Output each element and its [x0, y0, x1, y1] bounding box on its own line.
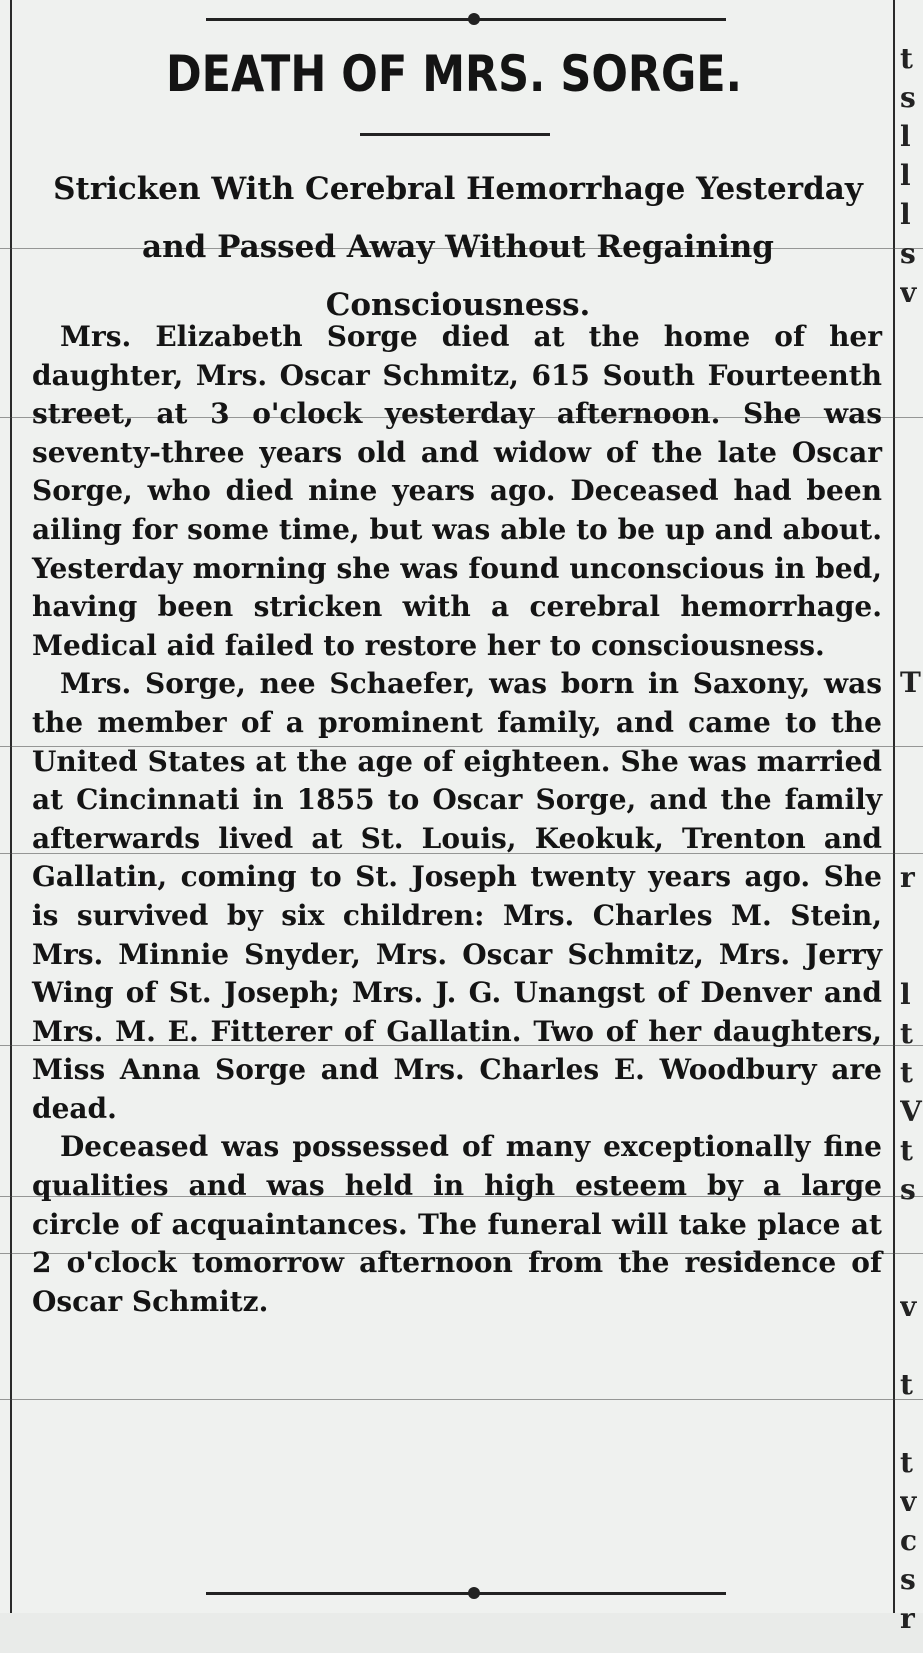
fragment-letter — [900, 1249, 923, 1288]
fragment-letter: t — [900, 1017, 913, 1050]
fragment-letter: c — [900, 1524, 918, 1557]
top-ornament-rule — [206, 18, 726, 21]
paragraph: Mrs. Sorge, nee Schaefer, was born in Saxony, was the member of a prominent family, and came to the United States at the age of eighteen. She was married at Cincinnati in 1855 to Oscar Sorge, and the family afterwards lived at St. Louis, Keokuk, Trenton and Gallatin, coming to St. Joseph twenty years ago. She is survived by six children: Mrs. Charles M. Stein, Mrs. Minnie Snyder, Mrs. Oscar Schmitz, Mrs. Jerry Wing of St. Joseph; Mrs. J. G. Unangst of Denver and Mrs. M. E. Fitterer of Gallatin. Two of her daughters, Miss Anna Sorge and Mrs. Charles E. Woodbury are dead. — [32, 667, 882, 1125]
headline: DEATH OF MRS. SORGE. — [165, 45, 743, 103]
fragment-letter — [900, 703, 923, 742]
fragment-letter — [900, 1210, 923, 1249]
fragment-letter: r — [900, 861, 915, 894]
fragment-letter — [900, 352, 923, 391]
fragment-letter — [900, 937, 923, 976]
headline-divider — [360, 133, 550, 136]
fragment-letter: T — [900, 666, 921, 699]
fragment-letter: l — [900, 120, 911, 153]
fragment-letter: v — [900, 1485, 917, 1518]
article-column — [26, 0, 882, 1613]
fragment-letter — [900, 625, 923, 664]
fragment-letter — [900, 1405, 923, 1444]
fragment-letter — [900, 313, 923, 352]
paragraph: Mrs. Elizabeth Sorge died at the home of her daughter, Mrs. Oscar Schmitz, 615 South Fourteenth street, at 3 o'clock yesterday afternoon. She was seventy-three years old and widow of the late Oscar Sorge, who died nine years ago. Deceased had been ailing for some time, but was able to be up and about. Yesterday morning she was found unconscious in bed, having been stricken with a cerebral hemorrhage. Medical aid failed to restore her to consciousness. — [32, 320, 882, 662]
fragment-letter: s — [900, 1563, 916, 1596]
bottom-ornament-dot — [468, 1587, 480, 1599]
paragraph: Deceased was possessed of many exceptionally fine qualities and was held in high esteem by a large circle of acquaintances. The funeral will take place at 2 o'clock tomorrow afternoon from the residence of Oscar Schmitz. — [32, 1130, 882, 1318]
fragment-letter: l — [900, 159, 911, 192]
adjacent-column-fragment — [900, 0, 923, 1653]
fragment-letter — [900, 820, 923, 859]
fragment-letter: v — [900, 276, 917, 309]
fragment-letter — [900, 508, 923, 547]
fragment-letter: s — [900, 1173, 916, 1206]
fragment-letter: s — [900, 237, 916, 270]
fragment-letter: V — [900, 1095, 922, 1128]
fragment-letter: t — [900, 1056, 913, 1089]
top-ornament-dot — [468, 13, 480, 25]
fragment-letter — [900, 391, 923, 430]
left-column-rule — [10, 0, 12, 1613]
fragment-letter: l — [900, 198, 911, 231]
fragment-letter — [900, 781, 923, 820]
fragment-letter — [900, 547, 923, 586]
article-body — [32, 318, 882, 1321]
fragment-letter — [900, 469, 923, 508]
fragment-letter: r — [900, 1602, 915, 1635]
fragment-letter: t — [900, 1446, 913, 1479]
fragment-letter: t — [900, 42, 913, 75]
subheadline: Stricken With Cerebral Hemorrhage Yesterday and Passed Away Without Regaining Consciousness. — [53, 171, 863, 323]
right-column-rule — [893, 0, 895, 1613]
fragment-letter: v — [900, 1290, 917, 1323]
fragment-letter — [900, 430, 923, 469]
fragment-letter: t — [900, 1368, 913, 1401]
bottom-ornament-rule — [206, 1592, 726, 1595]
fragment-letter: s — [900, 81, 916, 114]
fragment-letter — [900, 898, 923, 937]
fragment-letter — [900, 586, 923, 625]
fragment-letter: t — [900, 1134, 913, 1167]
fragment-letter — [900, 1327, 923, 1366]
fragment-letter: l — [900, 978, 911, 1011]
fragment-letter — [900, 742, 923, 781]
